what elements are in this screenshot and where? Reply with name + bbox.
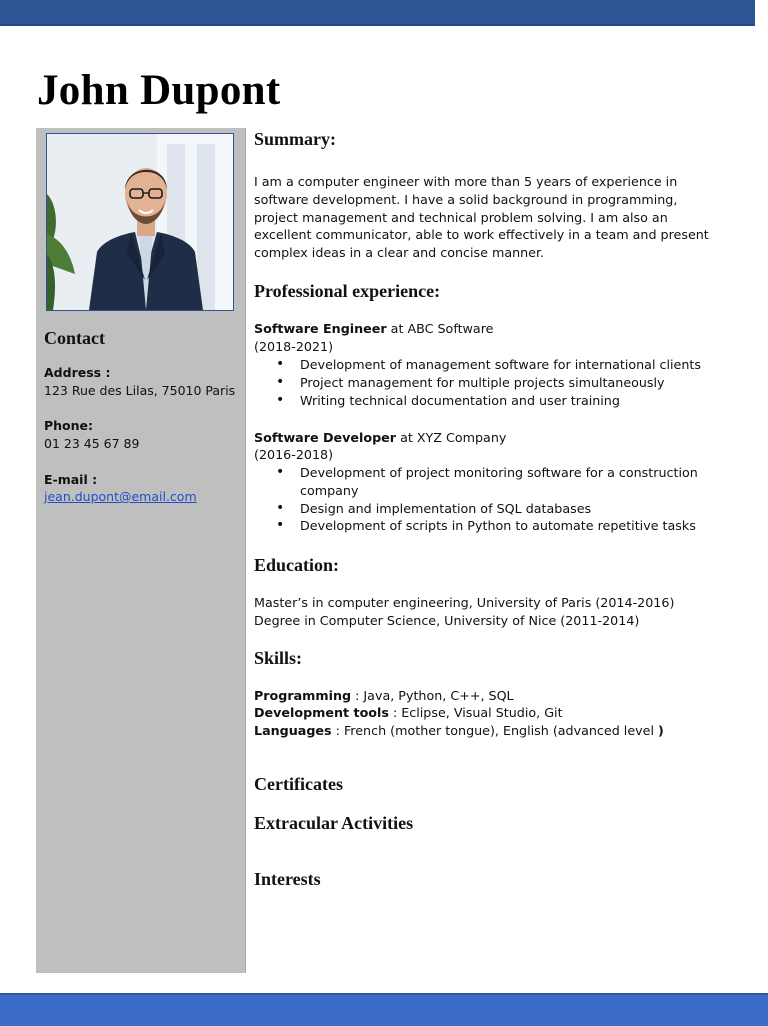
education-item: Degree in Computer Science, University of Nice (2011-2014) bbox=[254, 613, 640, 628]
bottom-color-band bbox=[0, 993, 768, 1026]
list-item: • Development of scripts in Python to automate repetitive tasks bbox=[300, 517, 740, 535]
education-item: Master’s in computer engineering, University of Paris (2014-2016) bbox=[254, 595, 675, 610]
job-1-period: (2018-2021) bbox=[254, 339, 334, 354]
skill-dev-tools bbox=[254, 704, 563, 722]
skills-heading: Skills: bbox=[254, 648, 303, 668]
profile-photo-illustration bbox=[47, 134, 233, 310]
summary-heading: Summary: bbox=[254, 129, 336, 149]
skill-separator: : bbox=[388, 705, 402, 720]
job-2-title: Software Developer bbox=[254, 430, 397, 445]
skill-languages bbox=[254, 722, 664, 740]
skill-separator: : bbox=[351, 688, 364, 703]
address-label: Address : bbox=[44, 365, 111, 380]
job-1-company: at ABC Software bbox=[386, 321, 494, 336]
job-1-title: Software Engineer bbox=[254, 321, 387, 336]
list-item: • Development of project monitoring software for a construction company bbox=[300, 464, 740, 500]
skill-value: Java, Python, C++, SQL bbox=[363, 688, 514, 703]
phone-label: Phone: bbox=[44, 418, 94, 433]
contact-sidebar bbox=[36, 128, 246, 973]
email-label: E-mail : bbox=[44, 472, 98, 487]
job-2-heading bbox=[254, 429, 506, 447]
candidate-name: John Dupont bbox=[37, 67, 281, 114]
list-item: • Writing technical documentation and user training bbox=[300, 392, 740, 410]
contact-heading: Contact bbox=[44, 328, 105, 348]
phone-value: 01 23 45 67 89 bbox=[44, 436, 140, 451]
certificates-heading: Certificates bbox=[254, 774, 343, 794]
job-2-bullets bbox=[254, 464, 740, 535]
skill-value: French (mother tongue), English (advanced level bbox=[343, 723, 659, 738]
extracurricular-heading: Extracular Activities bbox=[254, 813, 414, 833]
profile-photo bbox=[46, 133, 234, 311]
skill-tail: ) bbox=[658, 723, 664, 738]
list-item: • Design and implementation of SQL databases bbox=[300, 500, 740, 518]
job-1-heading bbox=[254, 320, 493, 338]
email-link[interactable]: jean.dupont@email.com bbox=[44, 489, 197, 504]
job-2-period: (2016-2018) bbox=[254, 447, 334, 462]
skill-label: Development tools bbox=[254, 705, 389, 720]
top-color-band bbox=[0, 0, 755, 26]
address-value: 123 Rue des Lilas, 75010 Paris bbox=[44, 383, 236, 398]
summary-text: I am a computer engineer with more than 5 years of experience in software development. I have a solid background in programming, project management and technical problem solving. I am also an excellent communicator, able to work effectively in a team and present complex ideas in a clear and concise manner. bbox=[254, 174, 709, 261]
skill-separator: : bbox=[331, 723, 344, 738]
skill-programming bbox=[254, 687, 514, 705]
skill-label: Programming bbox=[254, 688, 352, 703]
education-heading: Education: bbox=[254, 555, 340, 575]
experience-heading: Professional experience: bbox=[254, 281, 441, 301]
skill-value: Eclipse, Visual Studio, Git bbox=[401, 705, 563, 720]
list-item: • Development of management software for international clients bbox=[300, 356, 740, 374]
skill-label: Languages bbox=[254, 723, 332, 738]
interests-heading: Interests bbox=[254, 869, 321, 889]
list-item: • Project management for multiple projects simultaneously bbox=[300, 374, 740, 392]
job-1-bullets bbox=[254, 356, 740, 409]
job-2-company: at XYZ Company bbox=[396, 430, 507, 445]
